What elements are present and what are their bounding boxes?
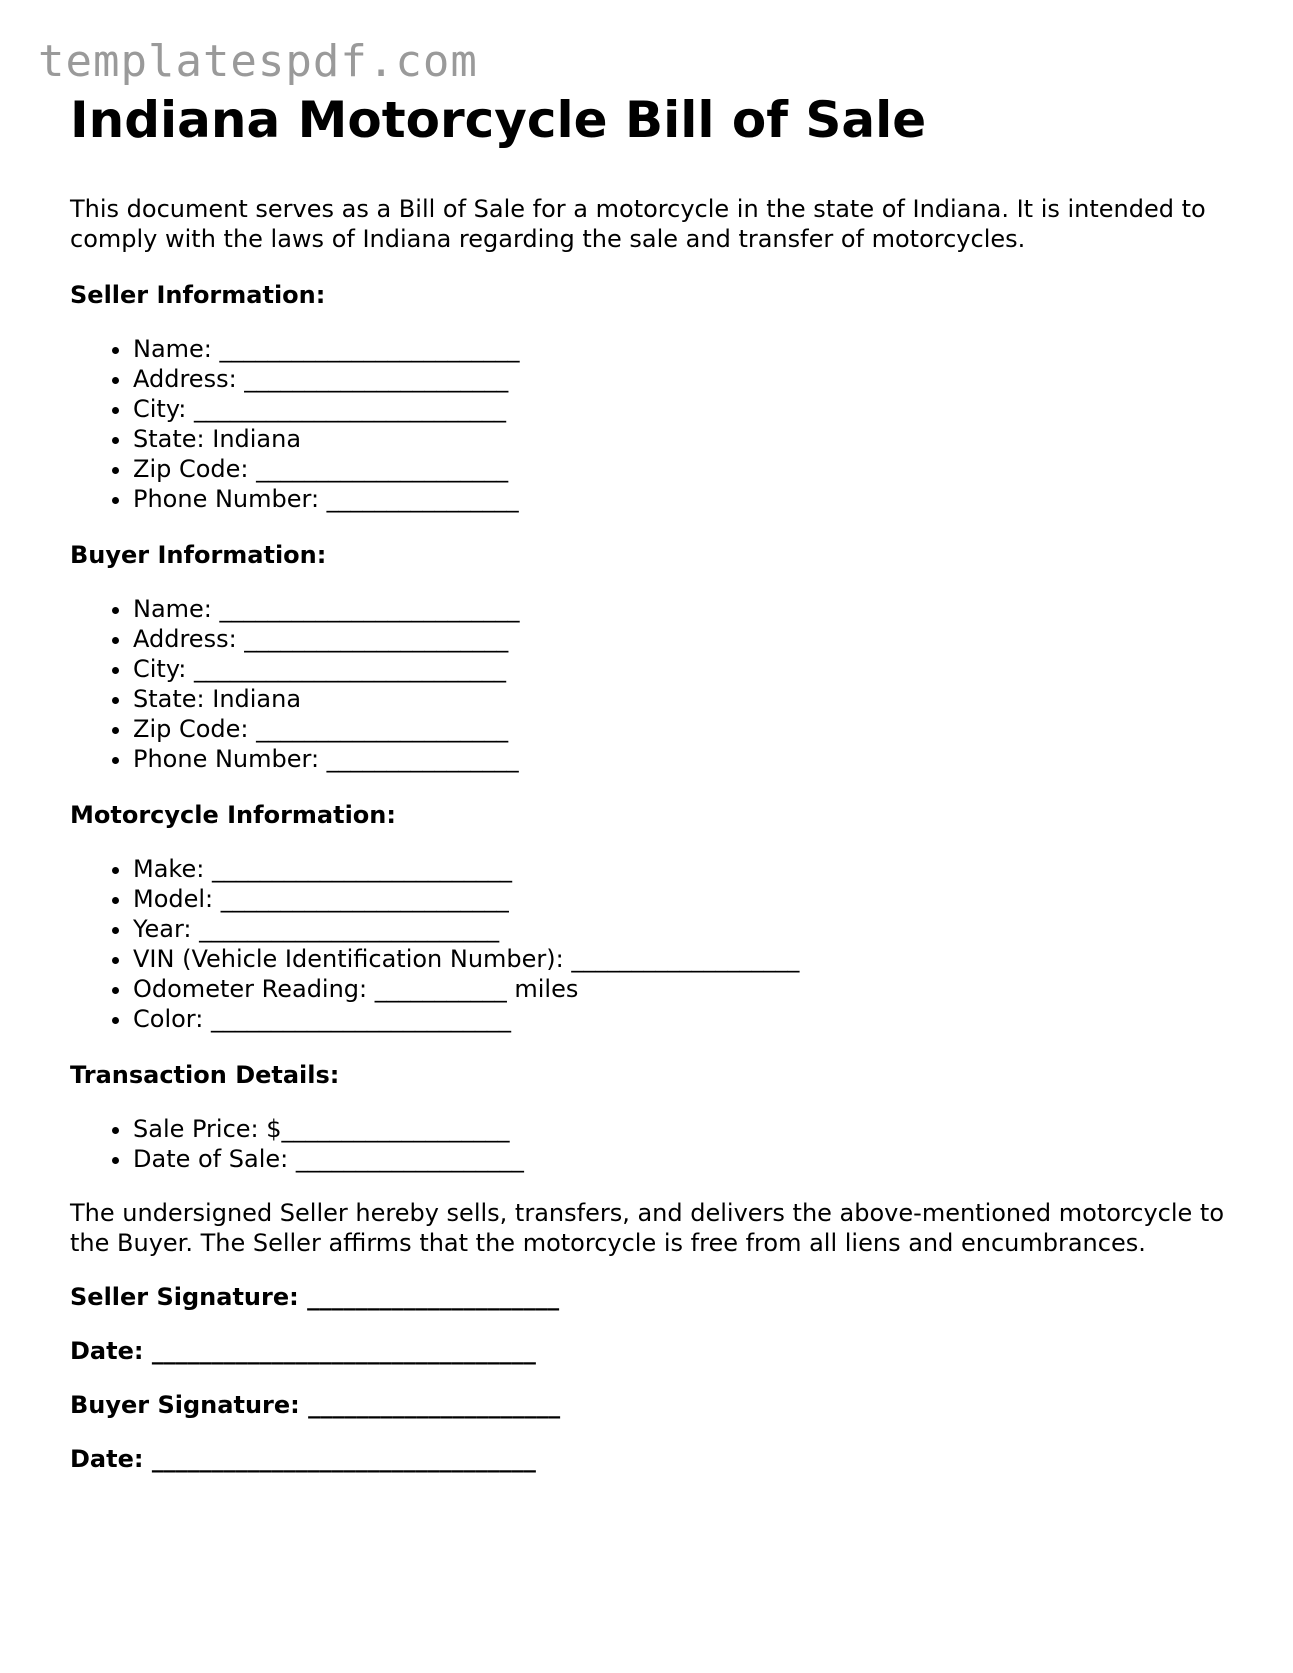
buyer-info-list	[70, 594, 1250, 774]
seller-signature-line: Seller Signature: _____________________	[70, 1283, 560, 1311]
seller-address-field: • Address: ______________________	[133, 364, 1250, 394]
seller-city-field: • City: __________________________	[133, 394, 1250, 424]
buyer-signature-line: Buyer Signature: _____________________	[70, 1391, 561, 1419]
buyer-zip-field: • Zip Code: _____________________	[133, 714, 1250, 744]
watermark: templatespdf.com	[38, 36, 478, 87]
seller-state-field: • State: Indiana	[133, 424, 1250, 454]
seller-zip-field: • Zip Code: _____________________	[133, 454, 1250, 484]
document-page	[70, 90, 1250, 1474]
sale-price-field: • Sale Price: $___________________	[133, 1114, 1250, 1144]
buyer-address-field: • Address: ______________________	[133, 624, 1250, 654]
seller-phone-field: • Phone Number: ________________	[133, 484, 1250, 514]
transaction-info-list	[70, 1114, 1250, 1174]
motorcycle-make-field: • Make: _________________________	[133, 854, 1250, 884]
sale-date-field: • Date of Sale: ___________________	[133, 1144, 1250, 1174]
buyer-heading: Buyer Information:	[70, 541, 327, 569]
buyer-state-field: • State: Indiana	[133, 684, 1250, 714]
buyer-phone-field: • Phone Number: ________________	[133, 744, 1250, 774]
motorcycle-heading: Motorcycle Information:	[70, 801, 396, 829]
buyer-city-field: • City: __________________________	[133, 654, 1250, 684]
closing-paragraph: The undersigned Seller hereby sells, transfers, and delivers the above-mentioned motorcycle to the Buyer. The Seller affirms that the motorcycle is free from all liens and encumbrances.	[70, 1199, 1225, 1257]
intro-paragraph: This document serves as a Bill of Sale for a motorcycle in the state of Indiana. It is intended to comply with the laws of Indiana regarding the sale and transfer of motorcycles.	[70, 195, 1206, 253]
transaction-heading: Transaction Details:	[70, 1061, 340, 1089]
motorcycle-model-field: • Model: ________________________	[133, 884, 1250, 914]
buyer-date-line: Date: ________________________________	[70, 1445, 536, 1473]
buyer-name-field: • Name: _________________________	[133, 594, 1250, 624]
motorcycle-color-field: • Color: _________________________	[133, 1004, 1250, 1034]
seller-name-field: • Name: _________________________	[133, 334, 1250, 364]
motorcycle-odometer-field: • Odometer Reading: ___________ miles	[133, 974, 1250, 1004]
motorcycle-vin-field: • VIN (Vehicle Identification Number): ___________________	[133, 944, 1250, 974]
page-title: Indiana Motorcycle Bill of Sale	[70, 91, 927, 149]
motorcycle-info-list	[70, 854, 1250, 1034]
seller-date-line: Date: ________________________________	[70, 1337, 536, 1365]
seller-heading: Seller Information:	[70, 281, 326, 309]
seller-info-list	[70, 334, 1250, 514]
motorcycle-year-field: • Year: _________________________	[133, 914, 1250, 944]
